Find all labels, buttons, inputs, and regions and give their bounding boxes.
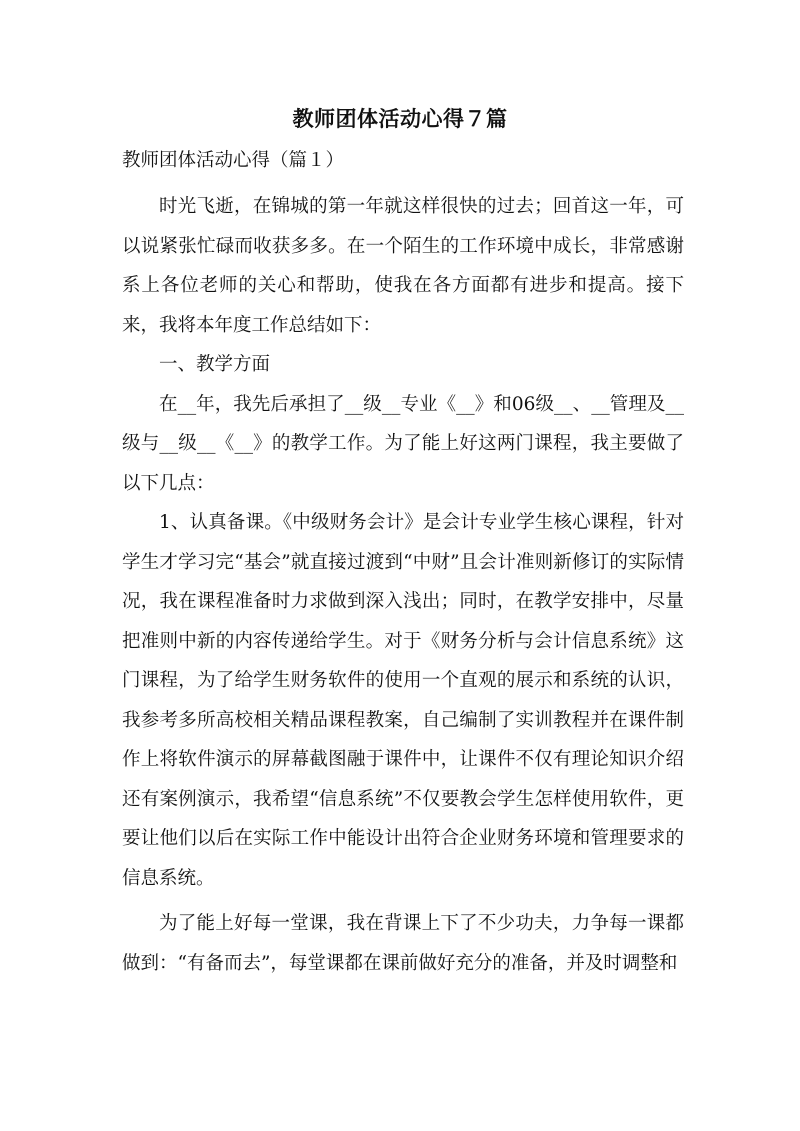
paragraph: 在__年，我先后承担了__级__专业《__》和06级__、__管理及__级与__级__《__》的教学工作。为了能上好这两门课程，我主要做了以下几点： — [122, 393, 684, 494]
section-subtitle: 教师团体活动心得（篇１） — [122, 150, 345, 171]
paragraph: 时光飞逝，在锦城的第一年就这样很快的过去；回首这一年，可以说紧张忙碌而收获多多。在一个陌生的工作环境中成长，非常感谢系上各位老师的关心和帮助，使我在各方面都有进步和提高。接下来，我将本年度工作总结如下： — [122, 196, 684, 336]
paragraph: 为了能上好每一堂课，我在背课上下了不少功夫，力争每一课都做到：“有备而去”，每堂课都在课前做好充分的准备，并及时调整和 — [122, 913, 684, 974]
page-title: 教师团体活动心得７篇 — [292, 107, 508, 131]
paragraph: 1、认真备课。《中级财务会计》是会计专业学生核心课程，针对学生才学习完“基会”就直接过渡到“中财”且会计准则新修订的实际情况，我在课程准备时力求做到深入浅出；同时，在教学安排中，尽量把准则中新的内容传递给学生。对于《财务分析与会计信息系统》这门课程，为了给学生财务软件的使用一个直观的展示和系统的认识，我参考多所高校相关精品课程教案，自己编制了实训教程并在课件制作上将软件演示的屏幕截图融于课件中，让课件不仅有理论知识介绍还有案例演示，我希望“信息系统”不仅要教会学生怎样使用软件，更要让他们以后在实际工作中能设计出符合企业财务环境和管理要求的信息系统。 — [122, 512, 684, 889]
document-body — [122, 187, 684, 983]
section-heading: 一、教学方面 — [159, 354, 271, 375]
